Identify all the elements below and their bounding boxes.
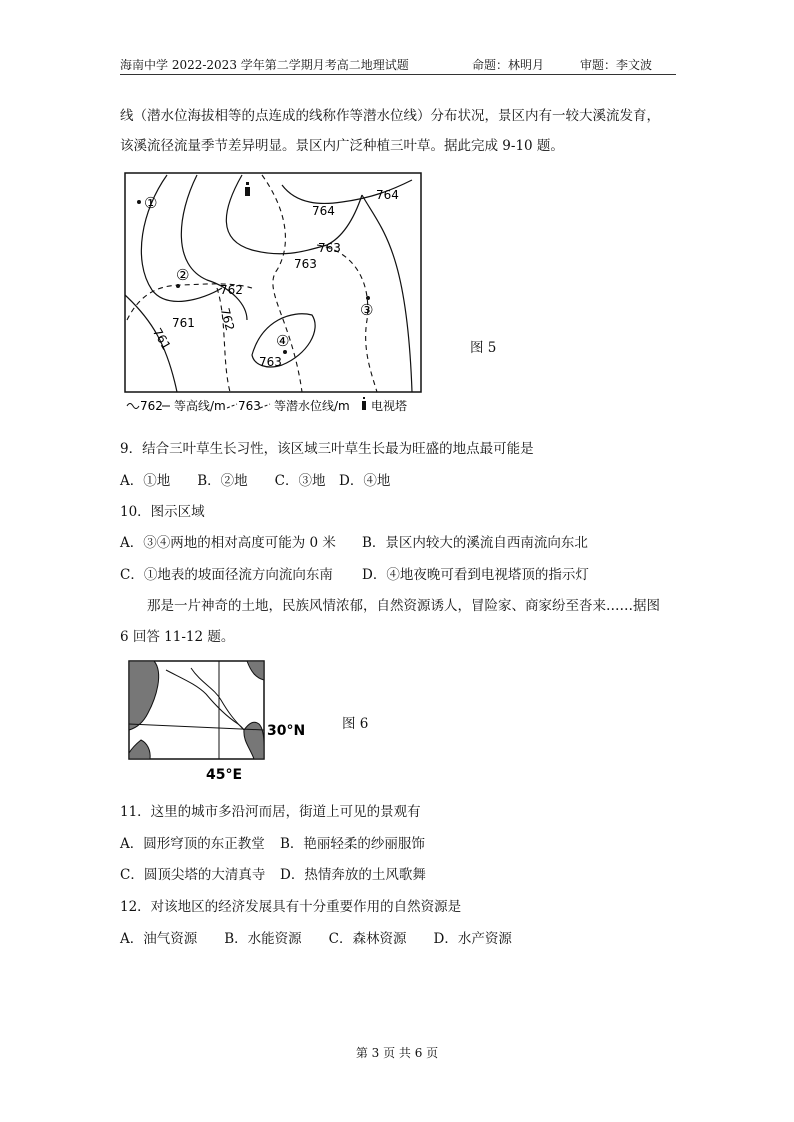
intro2-line-2: 6 回答 11-12 题。 [120,629,235,645]
contour-label: 763 [259,355,282,369]
contour-label: 764 [312,204,335,218]
contour-label: 763 [318,241,341,255]
q9-stem: 9．结合三叶草生长习性，该区域三叶草生长最为旺盛的地点最可能是 [120,441,534,457]
reviewer: 审题：李文波 [580,58,653,72]
q10-option-a: A．③④两地的相对高度可能为 0 米 [120,535,336,551]
figure-5-legend [127,397,407,413]
lat-label: 30°N [267,723,306,739]
q11-option-c: C．圆顶尖塔的大清真寺 [120,867,266,883]
q11-option-a: A．圆形穹顶的东正教堂 [120,836,265,852]
author: 命题：林明月 [472,58,545,72]
page-header [120,56,676,75]
contour-label: 761 [172,316,195,330]
q11-option-b: B．艳丽轻柔的纱丽服饰 [280,836,425,852]
contour-label: 762 [217,306,238,333]
contour-label: 764 [376,188,399,202]
q10-option-d: D．④地夜晚可看到电视塔顶的指示灯 [362,567,589,583]
point-4-label: ④ [276,332,290,350]
q10-option-c: C．①地表的坡面径流方向流向东南 [120,567,333,583]
point-2-label: ② [176,266,190,284]
intro2-line-1: 那是一片神奇的土地，民族风情浓郁，自然资源诱人，冒险家、商家纷至沓来……据图 [120,598,660,614]
figure-5-caption: 图 5 [470,340,497,356]
legend-water-label: 等潜水位线/m [274,399,350,413]
intro-line-2: 该溪流径流量季节差异明显。景区内广泛种植三叶草。据此完成 9-10 题。 [120,138,564,154]
legend-tower-label: 电视塔 [371,399,408,413]
figure-6-caption: 图 6 [342,716,369,732]
school-title: 海南中学 2022-2023 学年第二学期月考高二地理试题 [120,58,409,72]
q11-option-d: D．热情奔放的土风歌舞 [280,867,426,883]
contour-label: 763 [294,257,317,271]
contour-label: 761 [149,325,174,353]
q11-stem: 11．这里的城市多沿河而居，街道上可见的景观有 [120,804,421,820]
tv-tower-icon [245,182,250,196]
legend-contour-label: 等高线/m [174,399,226,413]
legend-water-value: 763 [238,399,261,413]
page-number: 第 3 页 共 6 页 [355,1046,439,1060]
legend-tower-icon [362,401,366,410]
lon-label: 45°E [206,767,243,783]
point-3-label: ③ [360,301,374,319]
q9-options: A．①地 B．②地 C．③地 D．④地 [120,473,391,489]
q12-stem: 12．对该地区的经济发展具有十分重要作用的自然资源是 [120,899,462,915]
contour-label: 762 [220,283,243,297]
q10-stem: 10．图示区域 [120,504,205,520]
figure-6-map [126,658,306,783]
legend-contour-value: 762 [140,399,163,413]
parallel-30n [129,724,264,730]
point-1-label: ① [144,194,158,212]
q10-option-b: B．景区内较大的溪流自西南流向东北 [362,535,588,551]
intro-line-1: 线（潜水位海拔相等的点连成的线称作等潜水位线）分布状况，景区内有一较大溪流发育， [120,108,660,124]
q12-options: A．油气资源 B．水能资源 C．森林资源 D．水产资源 [120,931,512,947]
figure-5-map [122,170,428,416]
